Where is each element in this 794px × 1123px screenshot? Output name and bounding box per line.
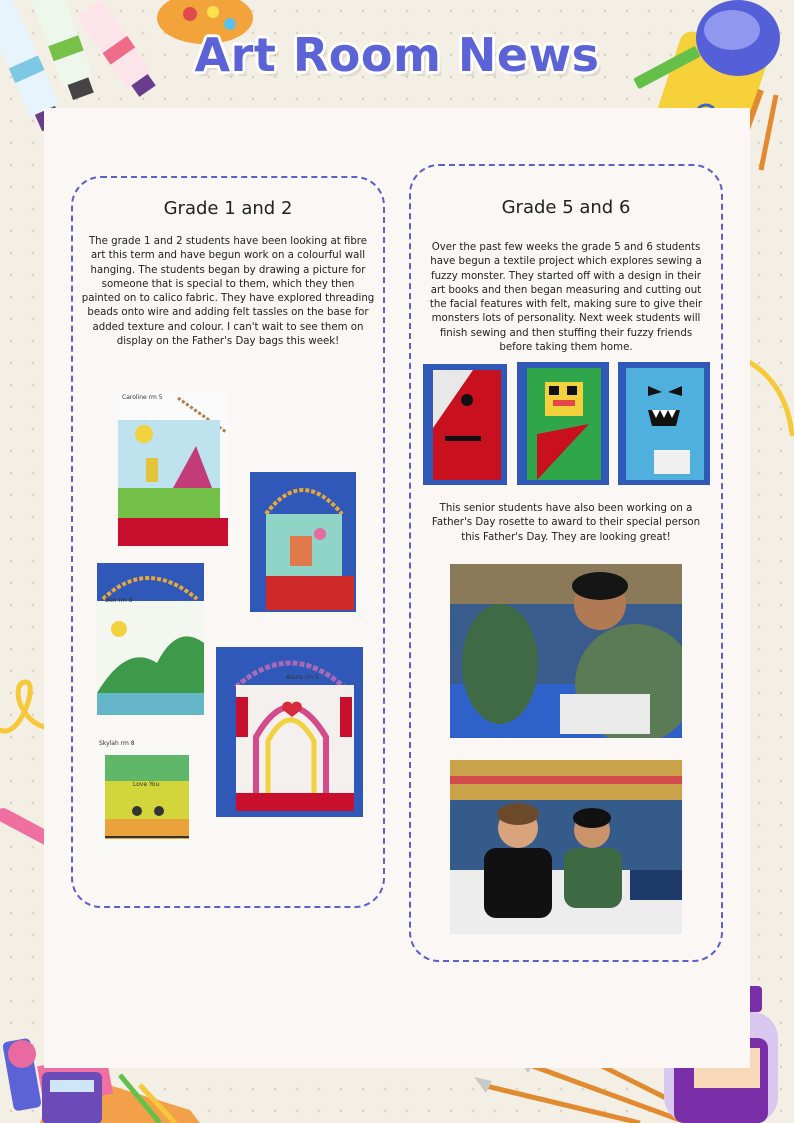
artwork-caption: Skylah rm 8 [99, 740, 135, 747]
artwork-caption: Caroline rm 5 [122, 394, 163, 401]
artwork-photo [250, 472, 356, 612]
classroom-photo [450, 760, 682, 934]
grade-5-6-heading: Grade 5 and 6 [501, 197, 631, 218]
artwork-photo [97, 739, 196, 855]
page-title: Art Room News [194, 28, 600, 82]
artwork-caption: Ben rm 8 [105, 597, 133, 604]
monster-photo [423, 364, 507, 485]
artwork-inscription: Love You [133, 781, 160, 788]
artwork-photo [118, 392, 228, 546]
artwork-photo [97, 563, 204, 715]
artwork-photo [216, 647, 363, 817]
monster-photo [517, 362, 609, 485]
artwork-caption: Alana rm 5 [286, 674, 319, 681]
grade-1-2-heading: Grade 1 and 2 [163, 198, 293, 219]
monster-photo [618, 362, 710, 485]
grade-1-2-text: The grade 1 and 2 students have been looking at fibre art this term and have begun work on a colourful wall hanging. The students began by drawing a picture for someone that is special to them, which they then painted on to calico fabric. They have explored threading beads onto wire and adding felt tassles on the base for added texture and colour. I can't wait to see them on display on the Father's Day bags this week! [81, 236, 375, 348]
classroom-photo [450, 564, 682, 738]
grade-5-6-rosette-text: This senior students have also been working on a Father's Day rosette to award to their special person this Father's Day. They are looking great! [431, 503, 701, 543]
grade-5-6-text: Over the past few weeks the grade 5 and 6 students have begun a textile project which explores sewing a fuzzy monster. They started off with a design in their art books and then began measuring and cutting out the facial features with felt, making sure to give their monsters lots of personality. Next week students will finish sewing and then stuffing their fuzzy friends before taking them home. [429, 242, 703, 354]
